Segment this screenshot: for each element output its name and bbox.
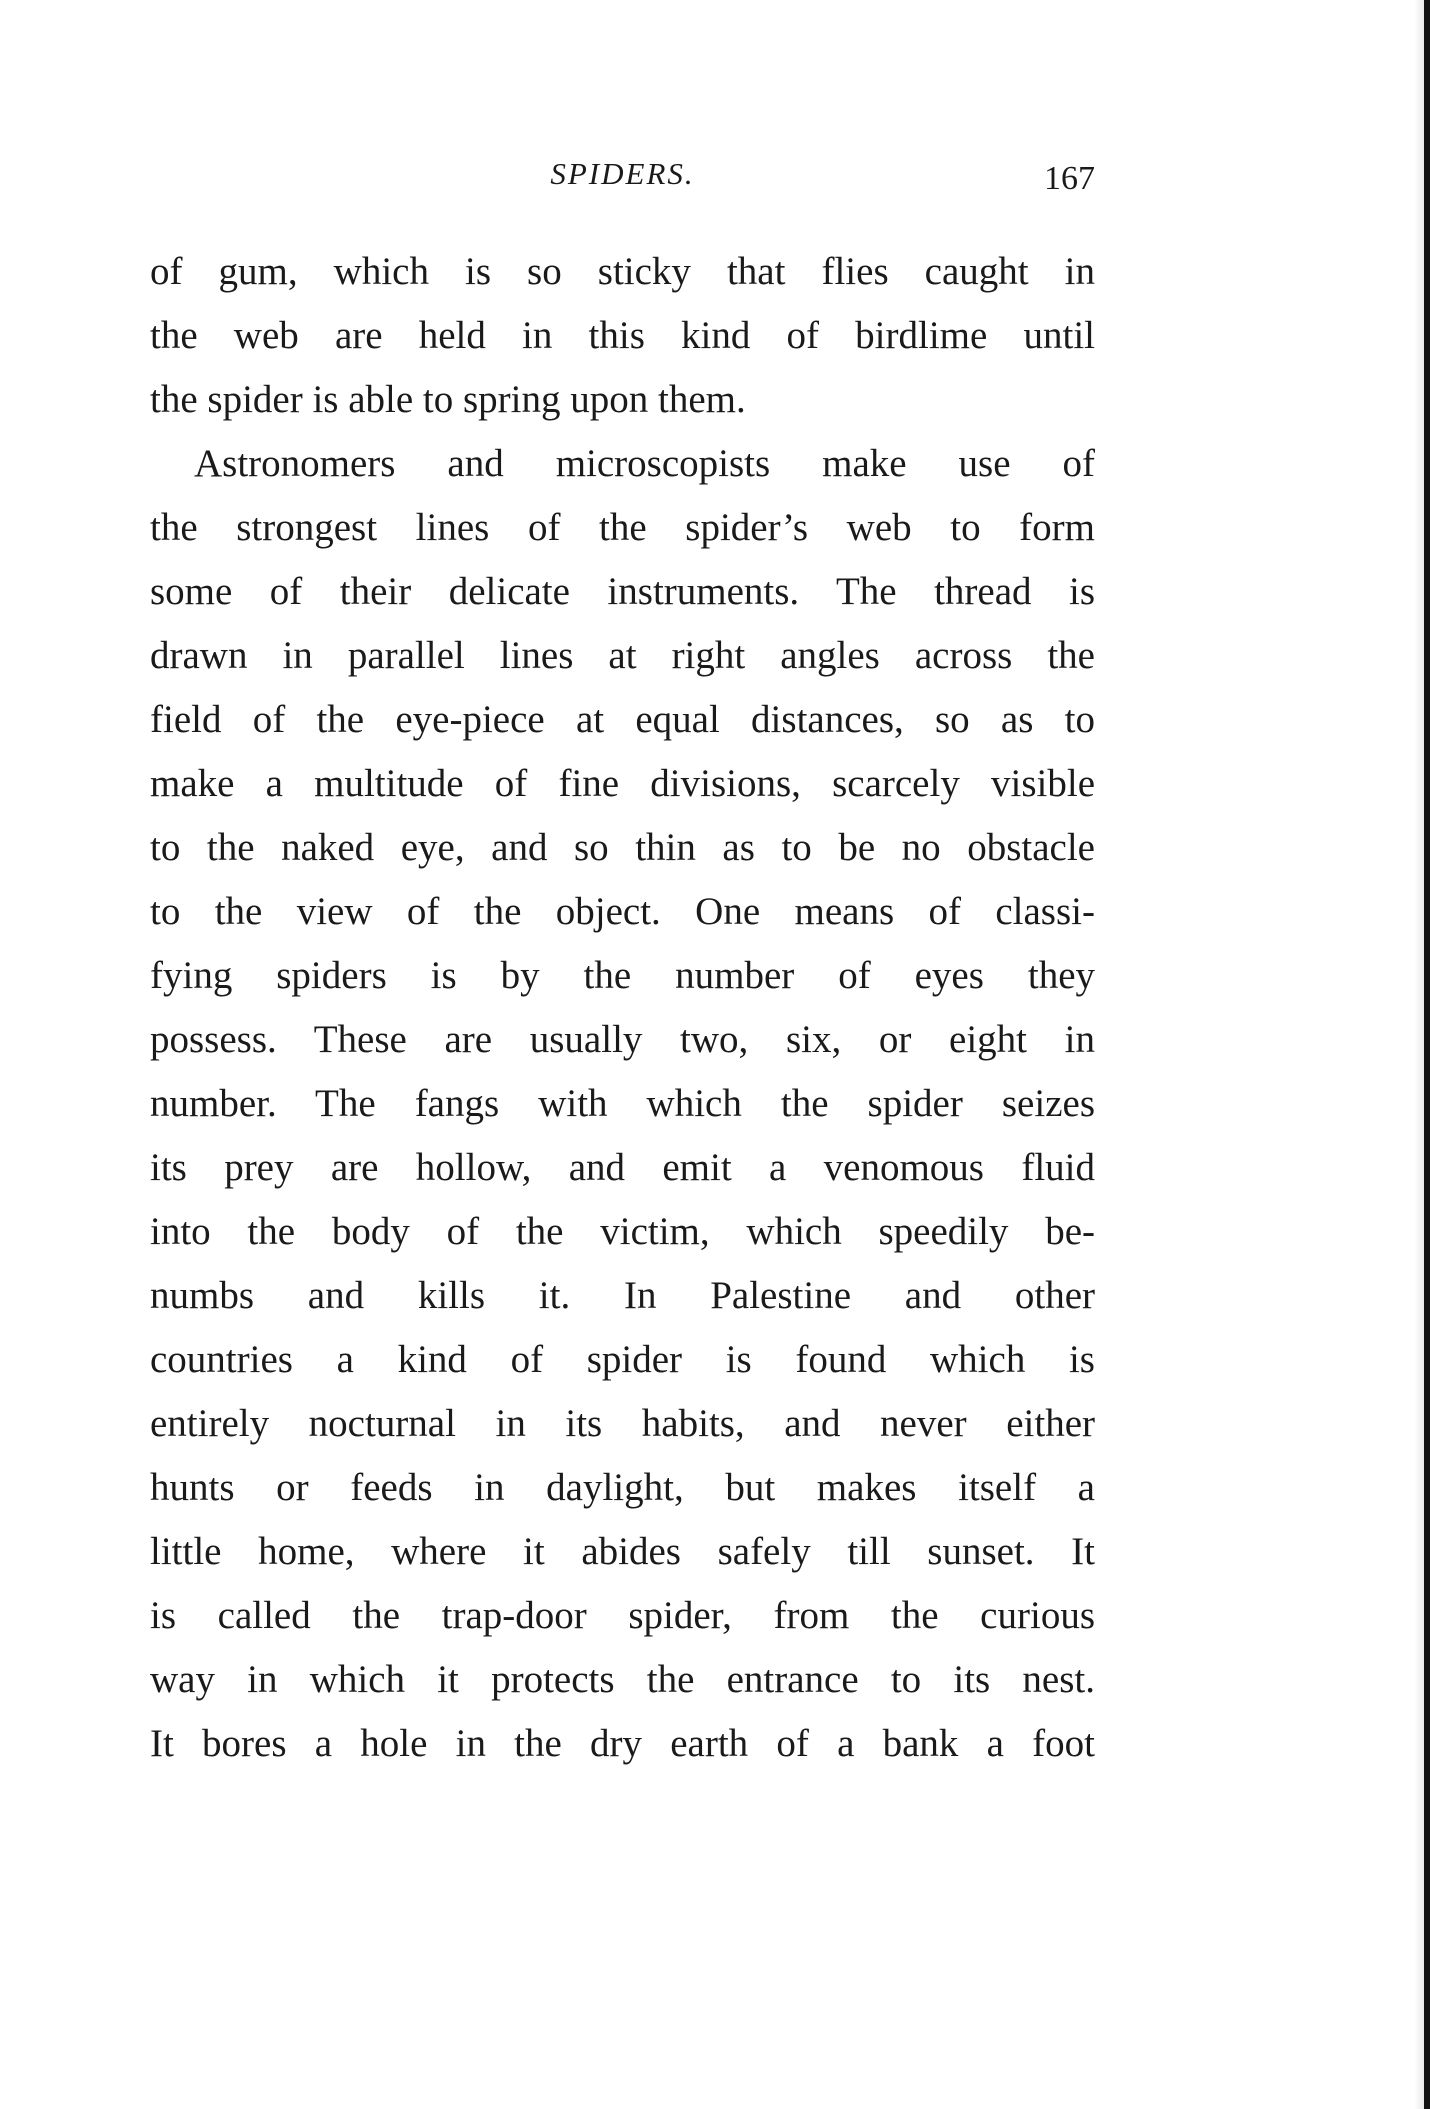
text-line: number. The fangs with which the spider seizes (150, 1082, 1095, 1125)
running-title: SPIDERS. (550, 156, 695, 191)
text-line: numbs and kills it. In Palestine and other (150, 1274, 1095, 1317)
text-line: to the naked eye, and so thin as to be no obstacle (150, 826, 1095, 869)
text-line: is called the trap-door spider, from the curious (150, 1594, 1095, 1637)
text-line: the spider is able to spring upon them. (150, 378, 746, 421)
text-line: into the body of the victim, which speedily be- (150, 1210, 1095, 1253)
text-line: little home, where it abides safely till sunset. It (150, 1530, 1095, 1573)
paragraph-start-line: Astronomers and microscopists make use of (194, 442, 1095, 485)
text-line: hunts or feeds in daylight, but makes itself a (150, 1466, 1095, 1509)
text-line: make a multitude of fine divisions, scarcely visible (150, 762, 1095, 805)
text-line: the web are held in this kind of birdlime until (150, 314, 1095, 357)
text-line: to the view of the object. One means of classi- (150, 890, 1095, 933)
text-line: possess. These are usually two, six, or eight in (150, 1018, 1095, 1061)
text-line: its prey are hollow, and emit a venomous fluid (150, 1146, 1095, 1189)
text-line: entirely nocturnal in its habits, and never either (150, 1402, 1095, 1445)
text-line: way in which it protects the entrance to its nest. (150, 1658, 1095, 1701)
text-line: countries a kind of spider is found which is (150, 1338, 1095, 1381)
text-line: field of the eye-piece at equal distances, so as to (150, 698, 1095, 741)
text-line: of gum, which is so sticky that flies caught in (150, 250, 1095, 293)
text-line: fying spiders is by the number of eyes they (150, 954, 1095, 997)
binding-edge (1424, 0, 1430, 2109)
text-line: some of their delicate instruments. The thread is (150, 570, 1095, 613)
page-number: 167 (1044, 160, 1095, 197)
binding-shadow (1414, 0, 1424, 2109)
text-line: drawn in parallel lines at right angles across the (150, 634, 1095, 677)
text-line: It bores a hole in the dry earth of a bank a foot (150, 1722, 1095, 1765)
page-header (150, 156, 1095, 206)
text-line: the strongest lines of the spider’s web to form (150, 506, 1095, 549)
body-text (150, 240, 1095, 1776)
